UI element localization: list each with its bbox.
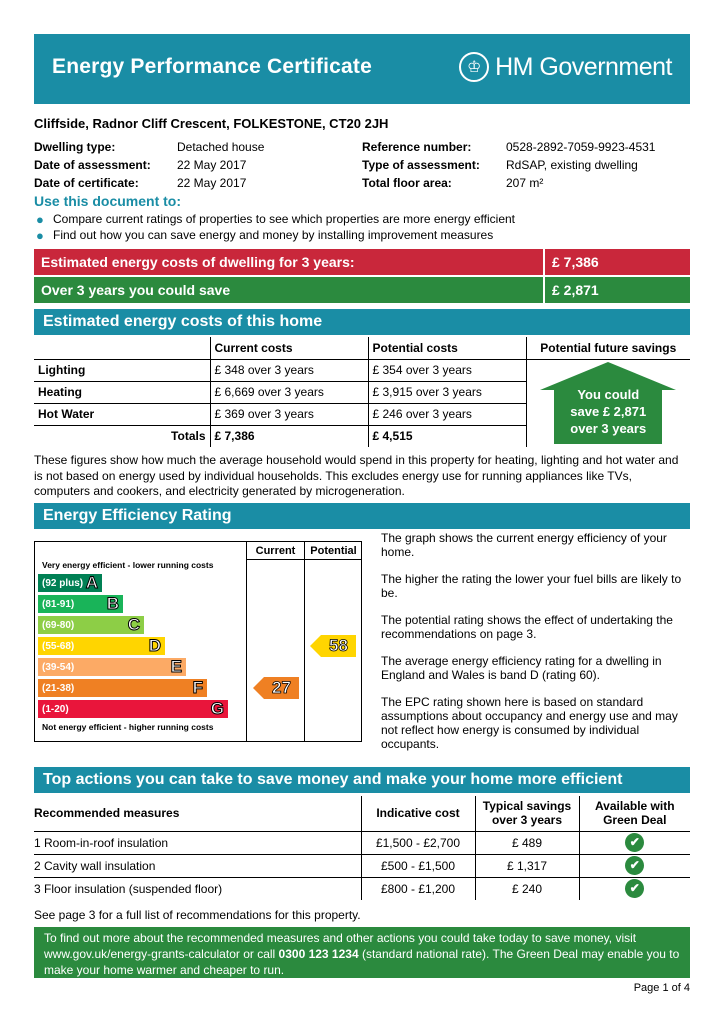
certificate-header [34,34,690,104]
band-letter: B [106,594,119,613]
rating-explanation [381,531,690,764]
potential-column-header: Potential [305,542,362,560]
rating-band-e [38,658,186,676]
band-letter: G [210,699,224,718]
measure-cost: £500 - £1,500 [361,854,475,877]
bullet-icon: ● [36,212,44,227]
efficiency-section-title: Energy Efficiency Rating [34,503,690,529]
savings-house-graphic [540,362,676,444]
potential-saving-label: Over 3 years you could save [41,282,231,298]
certificate-date-label: Date of certificate: [34,176,139,190]
table-row [34,877,690,900]
dwelling-type-label: Dwelling type: [34,140,116,154]
rating-band-g [38,700,228,718]
band-range: (21-38) [42,682,75,694]
measure-savings: £ 1,317 [475,854,579,877]
band-letter: F [192,678,203,697]
assessment-date-label: Date of assessment: [34,158,151,172]
rating-band-c [38,616,144,634]
potential-costs-header: Potential costs [368,337,526,359]
costs-explanation: These figures show how much the average household would spend in this property for heating, lighting and hot water and is not based on energy used by individual households. This excludes energy use for running appliances like TVs, computers and cookers, and electricity generated by microgeneration. [34,453,679,498]
royal-crest-icon: ♔ [459,52,489,82]
rating-band-a [38,574,102,592]
property-address: Cliffside, Radnor Cliff Crescent, FOLKESTONE, CT20 2JH [34,116,389,131]
rating-paragraph: The potential rating shows the effect of undertaking the recommendations on page 3. [381,613,673,641]
cost-row-label: Hot Water [34,403,210,425]
band-range: (1-20) [42,703,69,715]
certificate-title: Energy Performance Certificate [52,55,372,78]
measure-name: 3 Floor insulation (suspended floor) [34,877,361,900]
green-deal-header: Available with Green Deal [579,796,690,831]
current-costs-header: Current costs [210,337,368,359]
three-year-cost-value: £ 7,386 [543,249,690,275]
reference-number-label: Reference number: [362,140,472,154]
reference-number-value: 0528-2892-7059-9923-4531 [506,140,656,154]
use-document-list [34,212,515,243]
use-document-title: Use this document to: [34,193,182,209]
current-cost: £ 369 over 3 years [210,403,368,425]
three-year-cost-label: Estimated energy costs of dwelling for 3 years: [41,254,355,270]
efficient-label: Very energy efficient - lower running costs [42,560,214,570]
more-info-box: To find out more about the recommended measures and other actions you could take today to save money, visit www.gov.uk/energy-grants-calculator or call 0300 123 1234 (standard national rate). The Green Deal may enable you to make your home warmer and cheaper to run. [34,927,690,978]
actions-section-title: Top actions you can take to save money and make your home more efficient [34,767,690,793]
future-savings-cell [526,359,690,447]
measure-savings: £ 489 [475,831,579,854]
details-left [34,138,264,192]
list-item: ● Compare current ratings of properties to see which properties are more energy efficient [36,212,516,227]
future-savings-header: Potential future savings [526,337,690,359]
savings-line: over 3 years [570,421,647,437]
measure-name: 1 Room-in-roof insulation [34,831,361,854]
energy-costs-table [34,337,690,447]
details-right [362,138,655,192]
band-letter: D [148,636,161,655]
check-icon: ✔ [625,856,644,875]
measure-cost: £800 - £1,200 [361,877,475,900]
rating-paragraph: The graph shows the current energy efficiency of your home. [381,531,667,559]
band-range: (81-91) [42,598,75,610]
potential-saving-bar [34,277,690,303]
assessment-type-value: RdSAP, existing dwelling [506,158,638,172]
assessment-date-value: 22 May 2017 [177,158,247,172]
measure-savings: £ 240 [475,877,579,900]
assessment-type-label: Type of assessment: [362,158,480,172]
dwelling-type-value: Detached house [177,140,265,154]
efficiency-rating-graph [34,541,362,742]
savings-header: Typical savings over 3 years [475,796,579,831]
cost-header: Indicative cost [361,796,475,831]
band-letter: E [170,657,182,676]
costs-section-title: Estimated energy costs of this home [34,309,690,335]
rating-band-b [38,595,123,613]
rating-paragraph: The average energy efficiency rating for a dwelling in England and Wales is band D (rating 60). [381,654,662,682]
rating-band-f [38,679,207,697]
see-page-note: See page 3 for a full list of recommendations for this property. [34,908,361,922]
band-range: (39-54) [42,661,75,673]
current-column-header: Current [247,542,304,560]
potential-rating-arrow: 58 [321,635,356,657]
savings-line: save £ 2,871 [570,404,647,420]
band-range: (69-80) [42,619,75,631]
rating-paragraph: The EPC rating shown here is based on standard assumptions about occupancy and energy use and may not reflect how energy is consumed by individual occupants. [381,695,678,751]
cost-row-label: Lighting [34,359,210,381]
totals-label: Totals [171,429,206,444]
band-range: (55-68) [42,640,75,652]
page-number: Page 1 of 4 [633,982,690,994]
government-name: HM Government [495,52,672,81]
floor-area-label: Total floor area: [362,176,452,190]
potential-saving-value: £ 2,871 [543,277,690,303]
cost-row-label: Heating [34,381,210,403]
current-rating-arrow: 27 [264,677,299,699]
band-letter: A [85,573,98,592]
savings-line: You could [577,387,640,403]
measure-cost: £1,500 - £2,700 [361,831,475,854]
bullet-icon: ● [36,227,44,243]
potential-cost: £ 246 over 3 years [368,403,526,425]
measure-name: 2 Cavity wall insulation [34,854,361,877]
table-row [34,831,690,854]
list-item: ● Find out how you can save energy and money by installing improvement measures [36,227,494,243]
check-icon: ✔ [625,833,644,852]
rating-paragraph: The higher the rating the lower your fuel bills are likely to be. [381,572,682,600]
floor-area-value: 207 m² [506,176,544,190]
totals-current: £ 7,386 [210,425,368,447]
hm-government-logo [459,52,672,82]
inefficient-label: Not energy efficient - higher running costs [42,722,214,732]
potential-cost: £ 3,915 over 3 years [368,381,526,403]
three-year-cost-bar [34,249,690,275]
current-cost: £ 6,669 over 3 years [210,381,368,403]
phone-number: 0300 123 1234 [278,947,359,961]
table-row [34,854,690,877]
recommended-measures-table [34,796,690,900]
current-cost: £ 348 over 3 years [210,359,368,381]
potential-cost: £ 354 over 3 years [368,359,526,381]
band-range: (92 plus) [42,577,84,589]
measures-header: Recommended measures [34,806,180,821]
certificate-date-value: 22 May 2017 [177,176,247,190]
check-icon: ✔ [625,879,644,898]
band-letter: C [127,615,140,634]
totals-potential: £ 4,515 [368,425,526,447]
table-row [34,359,690,381]
rating-band-d [38,637,165,655]
